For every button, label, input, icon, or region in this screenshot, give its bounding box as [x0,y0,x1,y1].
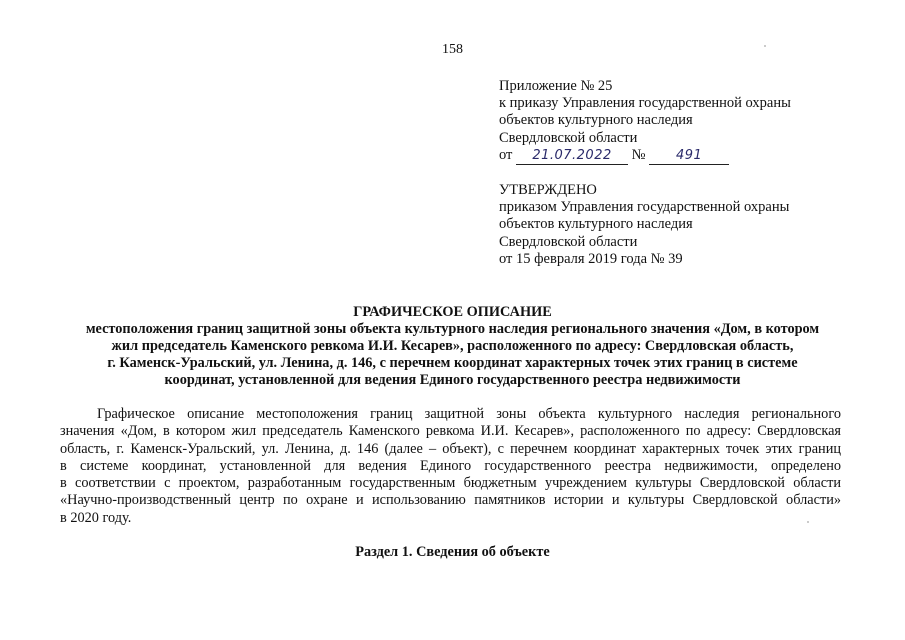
scan-speck [807,521,809,523]
section-heading: Раздел 1. Сведения об объекте [355,544,550,560]
body-line: в 2020 году. [60,509,132,526]
document-title [40,304,865,389]
annex-line: Приложение № 25 [499,78,613,94]
title-line: местоположения границ защитной зоны объекта культурного наследия регионального значения «Дом, в котором [85,320,820,337]
annex-line: к приказу Управления государственной охраны [499,95,791,112]
annex-line: Свердловской области [499,129,638,146]
approved-line: Свердловской области [499,233,638,250]
handwritten-date-field [516,147,628,165]
body-line: в соответствии с проектом, разработанным государственным бюджетным учреждением культуры Свердловской области [60,475,841,492]
body-line: значения «Дом, в котором жил председатель Каменского ревкома И.И. Кесарев», расположенного по адресу: Свердловская [60,423,841,440]
page-number: 158 [442,42,463,57]
body-line: область, г. Каменск-Уральский, ул. Ленина, д. 146 (далее – объект), с перечнем координат характерных точек этих границ [60,440,841,457]
approved-line: от 15 февраля 2019 года № 39 [499,250,683,267]
handwritten-number-field [649,147,729,165]
title-line: ГРАФИЧЕСКОЕ ОПИСАНИЕ [353,304,552,320]
body-line: «Научно-производственный центр по охране и использованию памятников истории и культуры Свердловской области» [60,492,841,509]
body-paragraph [60,406,841,527]
annex-block [499,78,839,165]
annex-line: объектов культурного наследия [499,112,693,129]
handwritten-date: 21.07.2022 [532,147,612,163]
approved-line: объектов культурного наследия [499,216,693,233]
approved-line: приказом Управления государственной охраны [499,199,790,216]
approved-heading: УТВЕРЖДЕНО [499,182,597,198]
title-line: координат, установленной для ведения Единого государственного реестра недвижимости [164,371,741,388]
scan-speck [764,45,766,47]
from-label: от [499,146,513,163]
body-line: Графическое описание местоположения границ защитной зоны объекта культурного наследия регионального [97,406,841,422]
body-line: в системе координат, установленной для ведения Единого государственного реестра недвижимости, определено [60,457,841,474]
approved-block [499,182,839,268]
number-label: № [631,146,646,163]
title-line: жил председатель Каменского ревкома И.И. Кесарев», расположенного по адресу: Свердловская область, [111,337,794,354]
handwritten-number: 491 [675,147,703,163]
annex-date-number-line [499,147,839,165]
title-line: г. Каменск-Уральский, ул. Ленина, д. 146, с перечнем координат характерных точек этих границ в системе [107,354,798,371]
